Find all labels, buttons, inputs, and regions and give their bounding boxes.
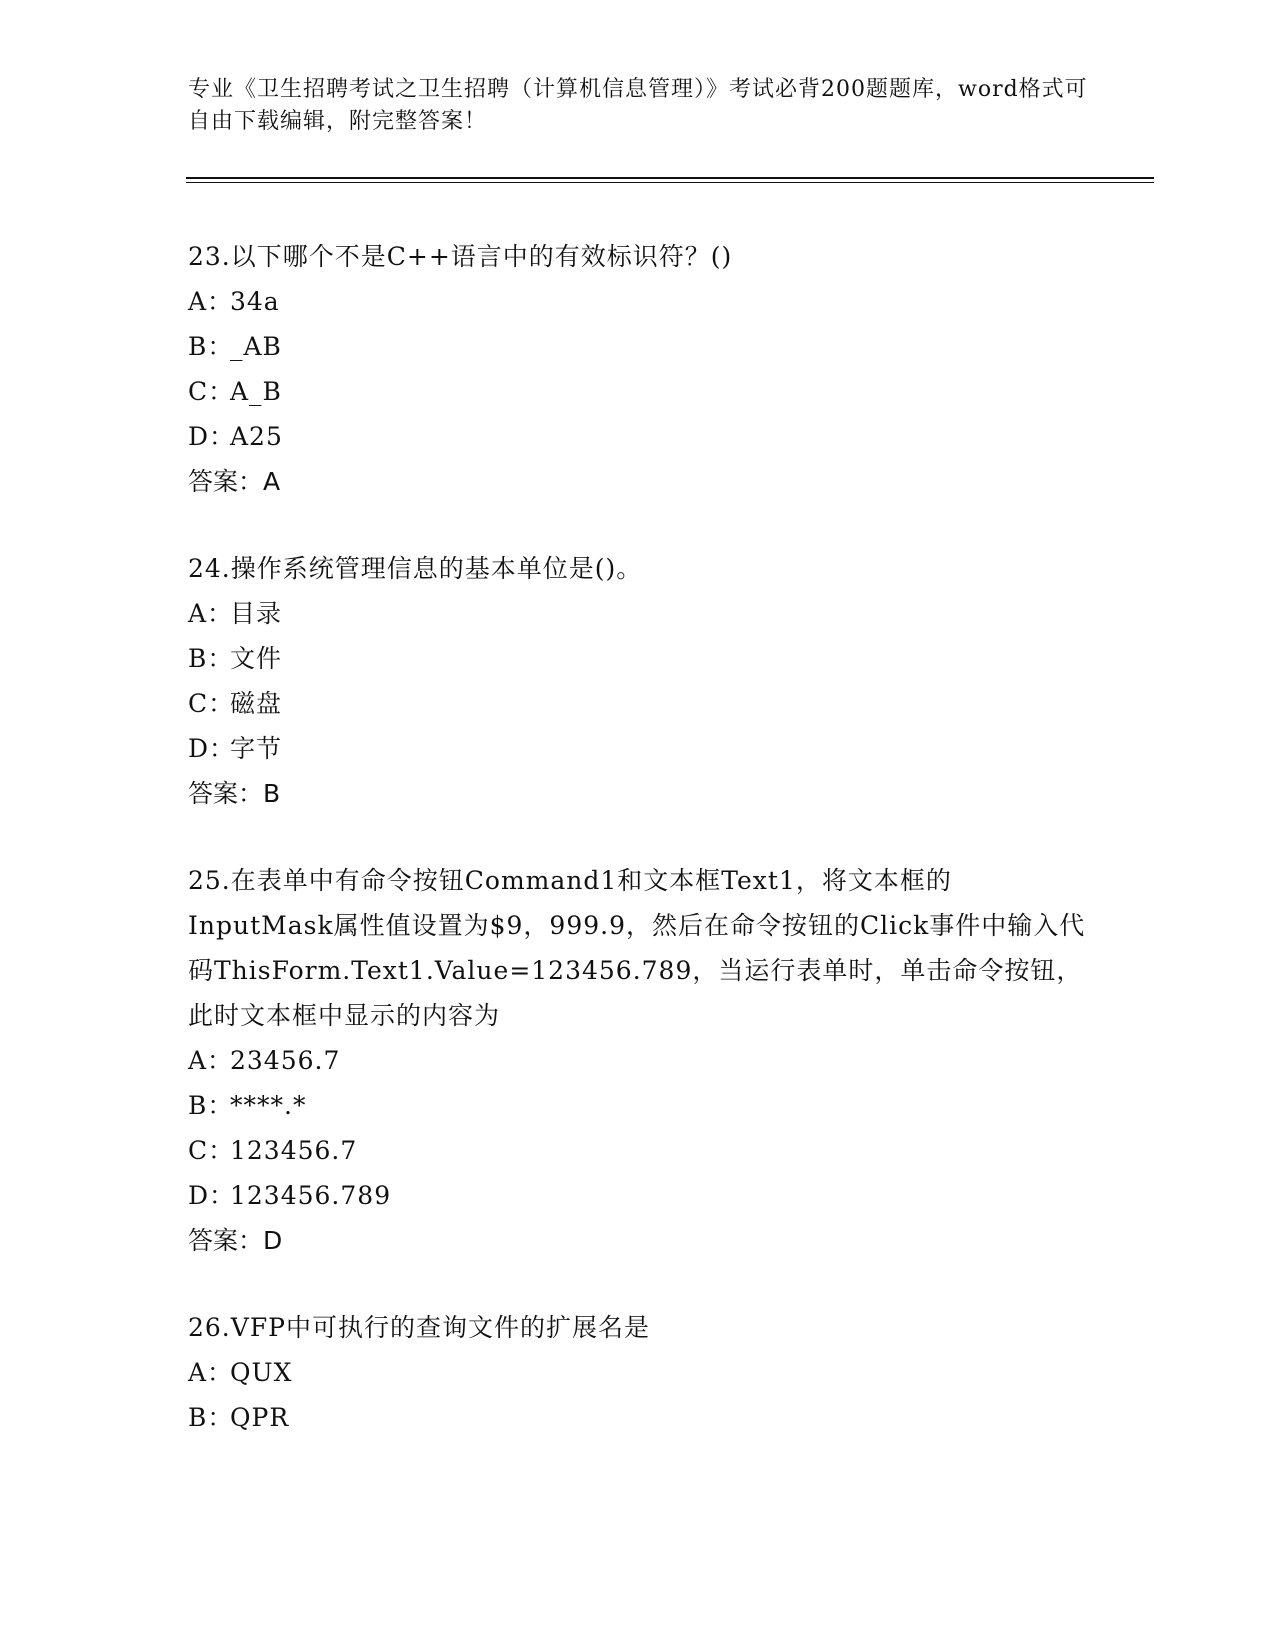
option-text: A25	[230, 422, 283, 451]
option-key: D：	[188, 734, 236, 763]
option-text: 文件	[230, 644, 283, 673]
option-text: QPR	[230, 1403, 290, 1432]
option-c	[188, 1128, 1088, 1173]
header-rule-thin	[186, 182, 1154, 183]
question-stem: 26.VFP中可执行的查询文件的扩展名是	[188, 1313, 650, 1342]
question-stem: 23.以下哪个不是C++语言中的有效标识符？()	[188, 242, 733, 271]
option-text: 字节	[230, 734, 283, 763]
question-list	[188, 234, 1088, 1482]
option-d	[188, 414, 1088, 459]
option-key: A：	[188, 599, 234, 628]
option-key: C：	[188, 377, 235, 406]
option-d	[188, 1173, 1088, 1218]
option-b	[188, 1083, 1088, 1128]
header-rule-thick	[186, 177, 1154, 179]
option-text: 23456.7	[230, 1046, 341, 1075]
option-a	[188, 1350, 1088, 1395]
question-23	[188, 234, 1088, 504]
option-text: 磁盘	[230, 689, 283, 718]
option-key: B：	[188, 332, 234, 361]
question-25	[188, 858, 1088, 1263]
option-key: B：	[188, 1403, 234, 1432]
option-text: 目录	[230, 599, 283, 628]
option-text: 123456.789	[230, 1181, 392, 1210]
option-key: D：	[188, 1181, 236, 1210]
document-header: 专业《卫生招聘考试之卫生招聘（计算机信息管理）》考试必背200题题库，word格式可自由下载编辑，附完整答案！	[188, 77, 1088, 134]
option-text: QUX	[230, 1358, 293, 1387]
answer-line: 答案：B	[188, 779, 281, 808]
option-text: 34a	[230, 287, 280, 316]
option-text: A_B	[230, 377, 282, 406]
option-text: 123456.7	[230, 1136, 358, 1165]
option-key: B：	[188, 644, 234, 673]
option-b	[188, 324, 1088, 369]
option-key: D：	[188, 422, 236, 451]
option-key: B：	[188, 1091, 234, 1120]
option-b	[188, 1395, 1088, 1440]
option-text: _AB	[230, 332, 282, 361]
option-key: A：	[188, 1358, 234, 1387]
question-26	[188, 1305, 1088, 1440]
option-key: A：	[188, 1046, 234, 1075]
question-24	[188, 546, 1088, 816]
option-text: ****.*	[230, 1091, 307, 1120]
answer-line: 答案：D	[188, 1226, 283, 1255]
option-key: A：	[188, 287, 234, 316]
option-a	[188, 1038, 1088, 1083]
option-c	[188, 681, 1088, 726]
option-a	[188, 591, 1088, 636]
option-a	[188, 279, 1088, 324]
question-stem: 25.在表单中有命令按钮Command1和文本框Text1，将文本框的InputMask属性值设置为$9，999.9，然后在命令按钮的Click事件中输入代码ThisForm.Text1.Value=123456.789，当运行表单时，单击命令按钮，此时文本框中显示的内容为	[188, 866, 1086, 1030]
option-c	[188, 369, 1088, 414]
question-stem: 24.操作系统管理信息的基本单位是()。	[188, 554, 643, 583]
option-key: C：	[188, 1136, 235, 1165]
option-key: C：	[188, 689, 235, 718]
option-b	[188, 636, 1088, 681]
answer-line: 答案：A	[188, 467, 281, 496]
option-d	[188, 726, 1088, 771]
